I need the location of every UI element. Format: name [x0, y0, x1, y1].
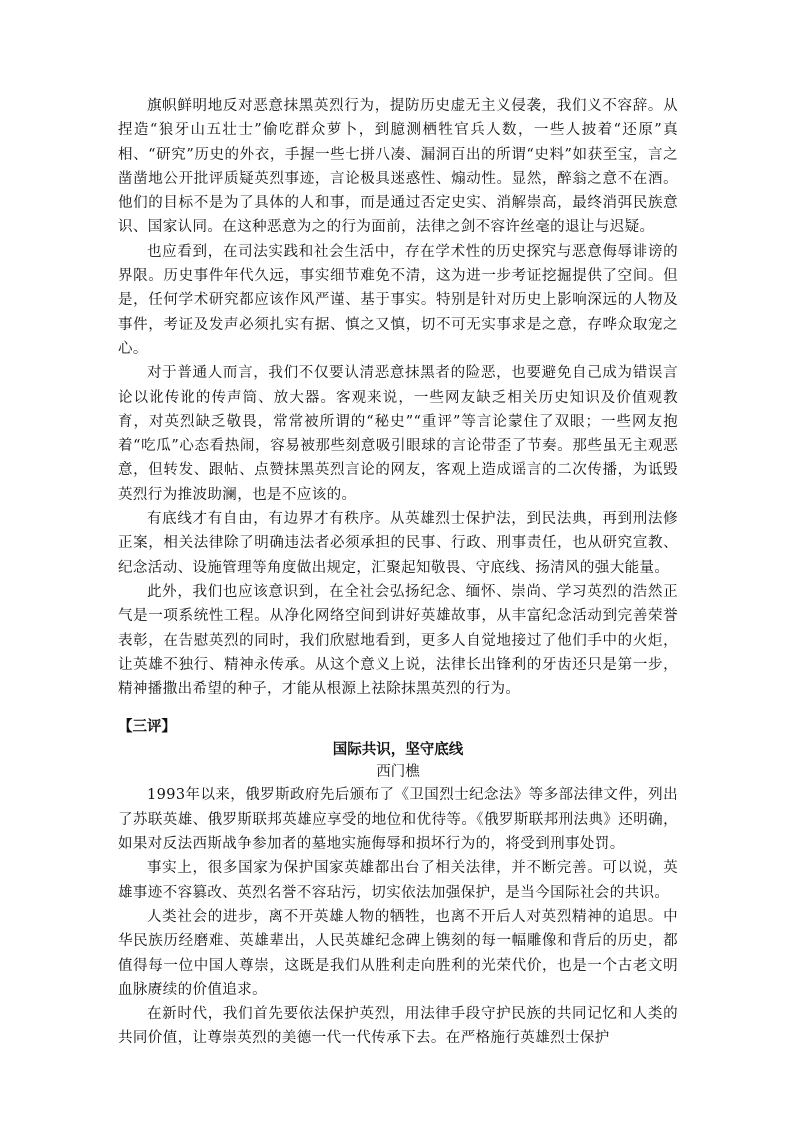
paragraph: 事实上，很多国家为保护国家英雄都出台了相关法律，并不断完善。可以说，英雄事迹不容篡改、英烈名誉不容玷污，切实依法加强保护，是当今国际社会的共识。 [118, 860, 678, 901]
article-title: 国际共识，坚守底线 [332, 742, 464, 759]
document-page [118, 94, 678, 1051]
paragraph: 此外，我们也应该意识到，在全社会弘扬纪念、缅怀、崇尚、学习英烈的浩然正气是一项系统性工程。从净化网络空间到讲好英雄故事，从丰富纪念活动到完善荣誉表彰，在告慰英烈的同时，我们欣慰地看到，更多人自觉地接过了他们手中的火炬，让英雄不独行、精神永传承。从这个意义上说，法律长出锋利的牙齿还只是第一步，精神播撒出希望的种子，才能从根源上祛除抹黑英烈的行为。 [118, 583, 678, 698]
article-author: 西门樵 [376, 764, 420, 781]
paragraph: 在新时代，我们首先要依法保护英烈，用法律手段守护民族的共同记忆和人类的共同价值，让尊崇英烈的美德一代一代传承下去。在严格施行英雄烈士保护 [118, 1006, 678, 1047]
article-body-part1 [118, 94, 678, 701]
section-tag: 【三评】 [118, 719, 176, 736]
paragraph: 有底线才有自由，有边界才有秩序。从英雄烈士保护法，到民法典，再到刑法修正案，相关法律除了明确违法者必须承担的民事、行政、刑事责任，也从研究宣教、纪念活动、设施管理等角度做出规定，汇聚起知敬畏、守底线、扬清风的强大能量。 [118, 511, 678, 576]
paragraph: 人类社会的进步，离不开英雄人物的牺牲，也离不开后人对英烈精神的追思。中华民族历经磨难、英雄辈出，人民英雄纪念碑上镌刻的每一幅雕像和背后的历史，都值得每一位中国人尊崇，这既是我们从胜利走向胜利的光荣代价，也是一个古老文明血脉赓续的价值追求。 [118, 908, 678, 998]
paragraph: 也应看到，在司法实践和社会生活中，存在学术性的历史探究与恶意侮辱诽谤的界限。历史事件年代久远，事实细节难免不清，这为进一步考证挖掘提供了空间。但是，任何学术研究都应该作风严谨、基于事实。特别是针对历史上影响深远的人物及事件，考证及发声必须扎实有据、慎之又慎，切不可无实事求是之意，存哗众取宠之心。 [118, 243, 678, 357]
paragraph: 旗帜鲜明地反对恶意抹黑英烈行为，提防历史虚无主义侵袭，我们义不容辞。从捏造“狼牙山五壮士”偷吃群众萝卜，到臆测栖牲官兵人数，一些人披着“还原”真相、“研究”历史的外衣，手握一些七拼八凑、漏洞百出的所谓“史料”如获至宝，言之凿凿地公开批评质疑英烈事迹，言论极具迷惑性、煽动性。显然，醉翁之意不在酒。他们的目标不是为了具体的人和事，而是通过否定史实、消解崇高，最终消弭民族意识、国家认同。在这种恶意为之的行为面前，法律之剑不容许丝毫的退让与迟疑。 [118, 98, 678, 236]
article-body-part2 [118, 783, 678, 1050]
paragraph: 1993年以来，俄罗斯政府先后颁布了《卫国烈士纪念法》等多部法律文件，列出了苏联英雄、俄罗斯联邦英雄应享受的地位和优待等。《俄罗斯联邦刑法典》还明确，如果对反法西斯战争参加者的墓地实施侮辱和损坏行为的，将受到刑事处罚。 [118, 787, 678, 853]
paragraph: 对于普通人而言，我们不仅要认清恶意抹黑者的险恶，也要避免自己成为错误言论以讹传讹的传声筒、放大器。客观来说，一些网友缺乏相关历史知识及价值观教育，对英烈缺乏敬畏，常常被所谓的“秘史”“重评”等言论蒙住了双眼；一些网友抱着“吃瓜”心态看热闹，容易被那些刻意吸引眼球的言论带歪了节奏。那些虽无主观恶意，但转发、跟帖、点赞抹黑英烈言论的网友，客观上造成谣言的二次传播，为诋毁英烈行为推波助澜，也是不应该的。 [118, 365, 678, 503]
